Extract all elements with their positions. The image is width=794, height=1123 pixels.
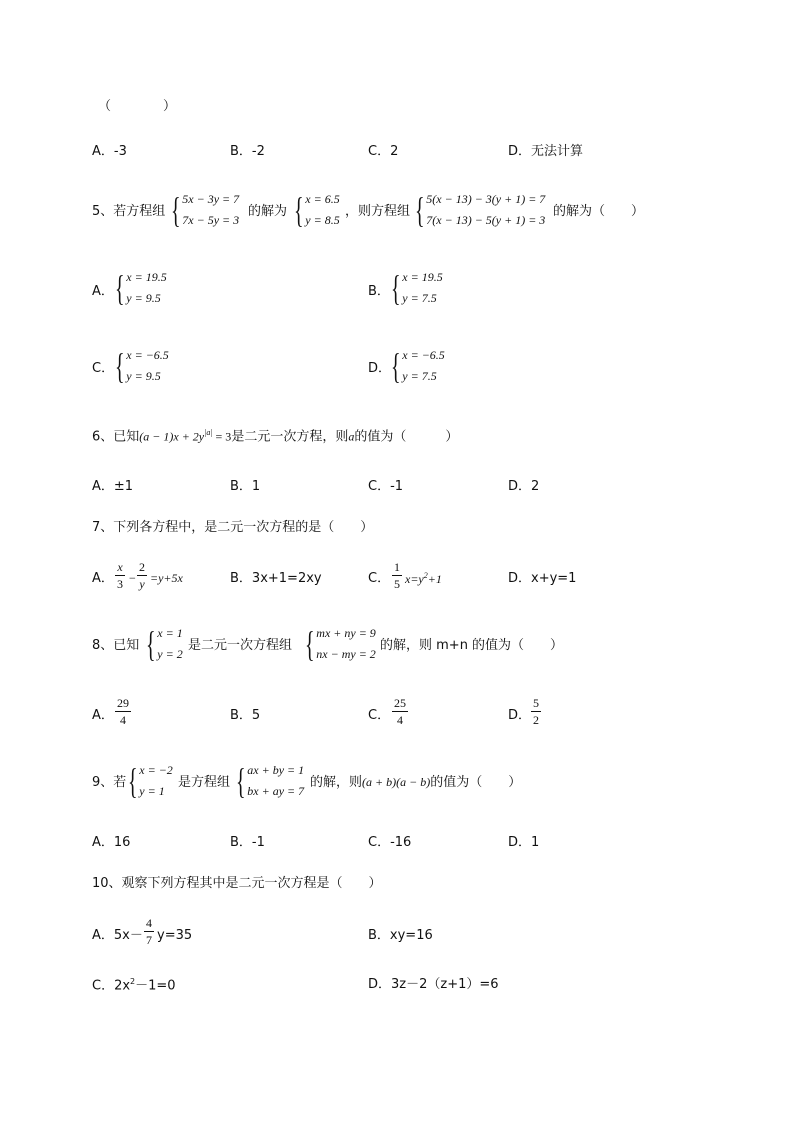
q7-option-c-fraction: 1 5 bbox=[394, 560, 400, 591]
q5-stem-suffix: 的解为（ ） bbox=[553, 204, 645, 219]
q5-option-a: { x = 19.5 y = 9.5 bbox=[115, 268, 167, 308]
q5-stem-prefix: 5、若方程组 bbox=[92, 204, 166, 219]
q5-option-b-label: B． bbox=[368, 284, 390, 299]
q7-option-a-label: A． bbox=[92, 571, 114, 586]
q5-option-d-label: D． bbox=[368, 361, 392, 376]
q8-option-c-fraction: 25 4 bbox=[394, 696, 406, 727]
q10-option-a-rest: y=35 bbox=[157, 928, 193, 943]
q9-option-c: C．-16 bbox=[368, 835, 412, 850]
q8-stem-prefix: 8、已知 bbox=[92, 638, 140, 653]
q10-stem: 10、观察下列方程其中是二元一次方程是（ ） bbox=[92, 876, 382, 891]
q7-stem: 7、下列各方程中，是二元一次方程的是（ ） bbox=[92, 520, 374, 535]
q9-stem-mid: 是方程组 bbox=[178, 775, 231, 790]
q4-option-b: B．-2 bbox=[230, 144, 265, 159]
q5-option-c: { x = −6.5 y = 9.5 bbox=[115, 346, 169, 386]
q6-option-d: D．2 bbox=[508, 479, 540, 494]
q8-option-b: B．5 bbox=[230, 708, 261, 723]
q7-option-a-rest: =y+5x bbox=[150, 571, 183, 585]
q8-stem-mid: 是二元一次方程组 bbox=[188, 638, 293, 653]
answer-blank: （ ） bbox=[98, 99, 177, 114]
q5-option-a-label: A． bbox=[92, 284, 114, 299]
q10-option-c: C．$2x^2-1=0$ bbox=[92, 977, 176, 994]
q4-option-a: A．-3 bbox=[92, 144, 127, 159]
q9-system: { ax + by = 1 bx + ay = 7 bbox=[236, 761, 305, 801]
q7-option-a-fraction-2: 2 y bbox=[139, 560, 145, 591]
q6-option-b: B．1 bbox=[230, 479, 261, 494]
q8-option-c-label: C． bbox=[368, 708, 391, 723]
q9-option-d: D．1 bbox=[508, 835, 540, 850]
q8-option-a-fraction: 29 4 bbox=[117, 696, 129, 727]
q6-option-c: C．-1 bbox=[368, 479, 404, 494]
q5-stem-mid1: 的解为 bbox=[248, 204, 288, 219]
q4-option-c: C．2 bbox=[368, 144, 399, 159]
q9-option-b: B．-1 bbox=[230, 835, 265, 850]
q8-solution: { x = 1 y = 2 bbox=[146, 624, 183, 664]
q7-option-a-fraction-1: x 3 bbox=[117, 560, 123, 591]
q10-option-a-label: A．5x－ bbox=[92, 928, 143, 943]
q7-option-b: B．3x+1=2xy bbox=[230, 571, 322, 586]
q8-option-d-fraction: 5 2 bbox=[533, 696, 539, 727]
q9-option-a: A．16 bbox=[92, 835, 131, 850]
q5-option-d: { x = −6.5 y = 7.5 bbox=[391, 346, 445, 386]
q5-system-2: { 5(x − 13) − 3(y + 1) = 7 7(x − 13) − 5(y + 1) = 3 bbox=[415, 190, 546, 230]
q10-option-a-fraction: 4 7 bbox=[146, 916, 152, 947]
q7-option-d: D．x+y=1 bbox=[508, 571, 577, 586]
q5-option-b: { x = 19.5 y = 7.5 bbox=[391, 268, 443, 308]
q9-stem-suffix: 的解，则(a + b)(a − b)的值为（ ） bbox=[310, 775, 522, 790]
q5-option-c-label: C． bbox=[92, 361, 115, 376]
q8-option-d-label: D． bbox=[508, 708, 532, 723]
q9-stem-prefix: 9、若 bbox=[92, 775, 127, 790]
q5-solution-1: { x = 6.5 y = 8.5 bbox=[294, 190, 340, 230]
q8-stem-suffix: 的解，则 m+n 的值为（ ） bbox=[380, 638, 564, 653]
q8-option-a-label: A． bbox=[92, 708, 114, 723]
q6-option-a: A．±1 bbox=[92, 479, 134, 494]
q7-option-c-label: C． bbox=[368, 571, 391, 586]
q5-system-1: { 5x − 3y = 7 7x − 5y = 3 bbox=[171, 190, 240, 230]
q6-stem: 6、已知$(a - 1)x + 2y^{|a|} = 3$是二元一次方程，则a的值为（ ） bbox=[92, 428, 459, 445]
q10-option-b: B．xy=16 bbox=[368, 928, 433, 943]
q9-solution: { x = −2 y = 1 bbox=[128, 761, 173, 801]
q10-option-d: D．3z－2（z+1）=6 bbox=[368, 977, 499, 992]
q7-option-a-minus: − bbox=[129, 571, 136, 585]
q8-system: { mx + ny = 9 nx − my = 2 bbox=[305, 624, 376, 664]
q7-option-c-rest: $x=y^2+1$ bbox=[405, 571, 442, 586]
q4-option-d: D．无法计算 bbox=[508, 144, 584, 159]
q5-stem-mid2: ，则方程组 bbox=[345, 204, 411, 219]
